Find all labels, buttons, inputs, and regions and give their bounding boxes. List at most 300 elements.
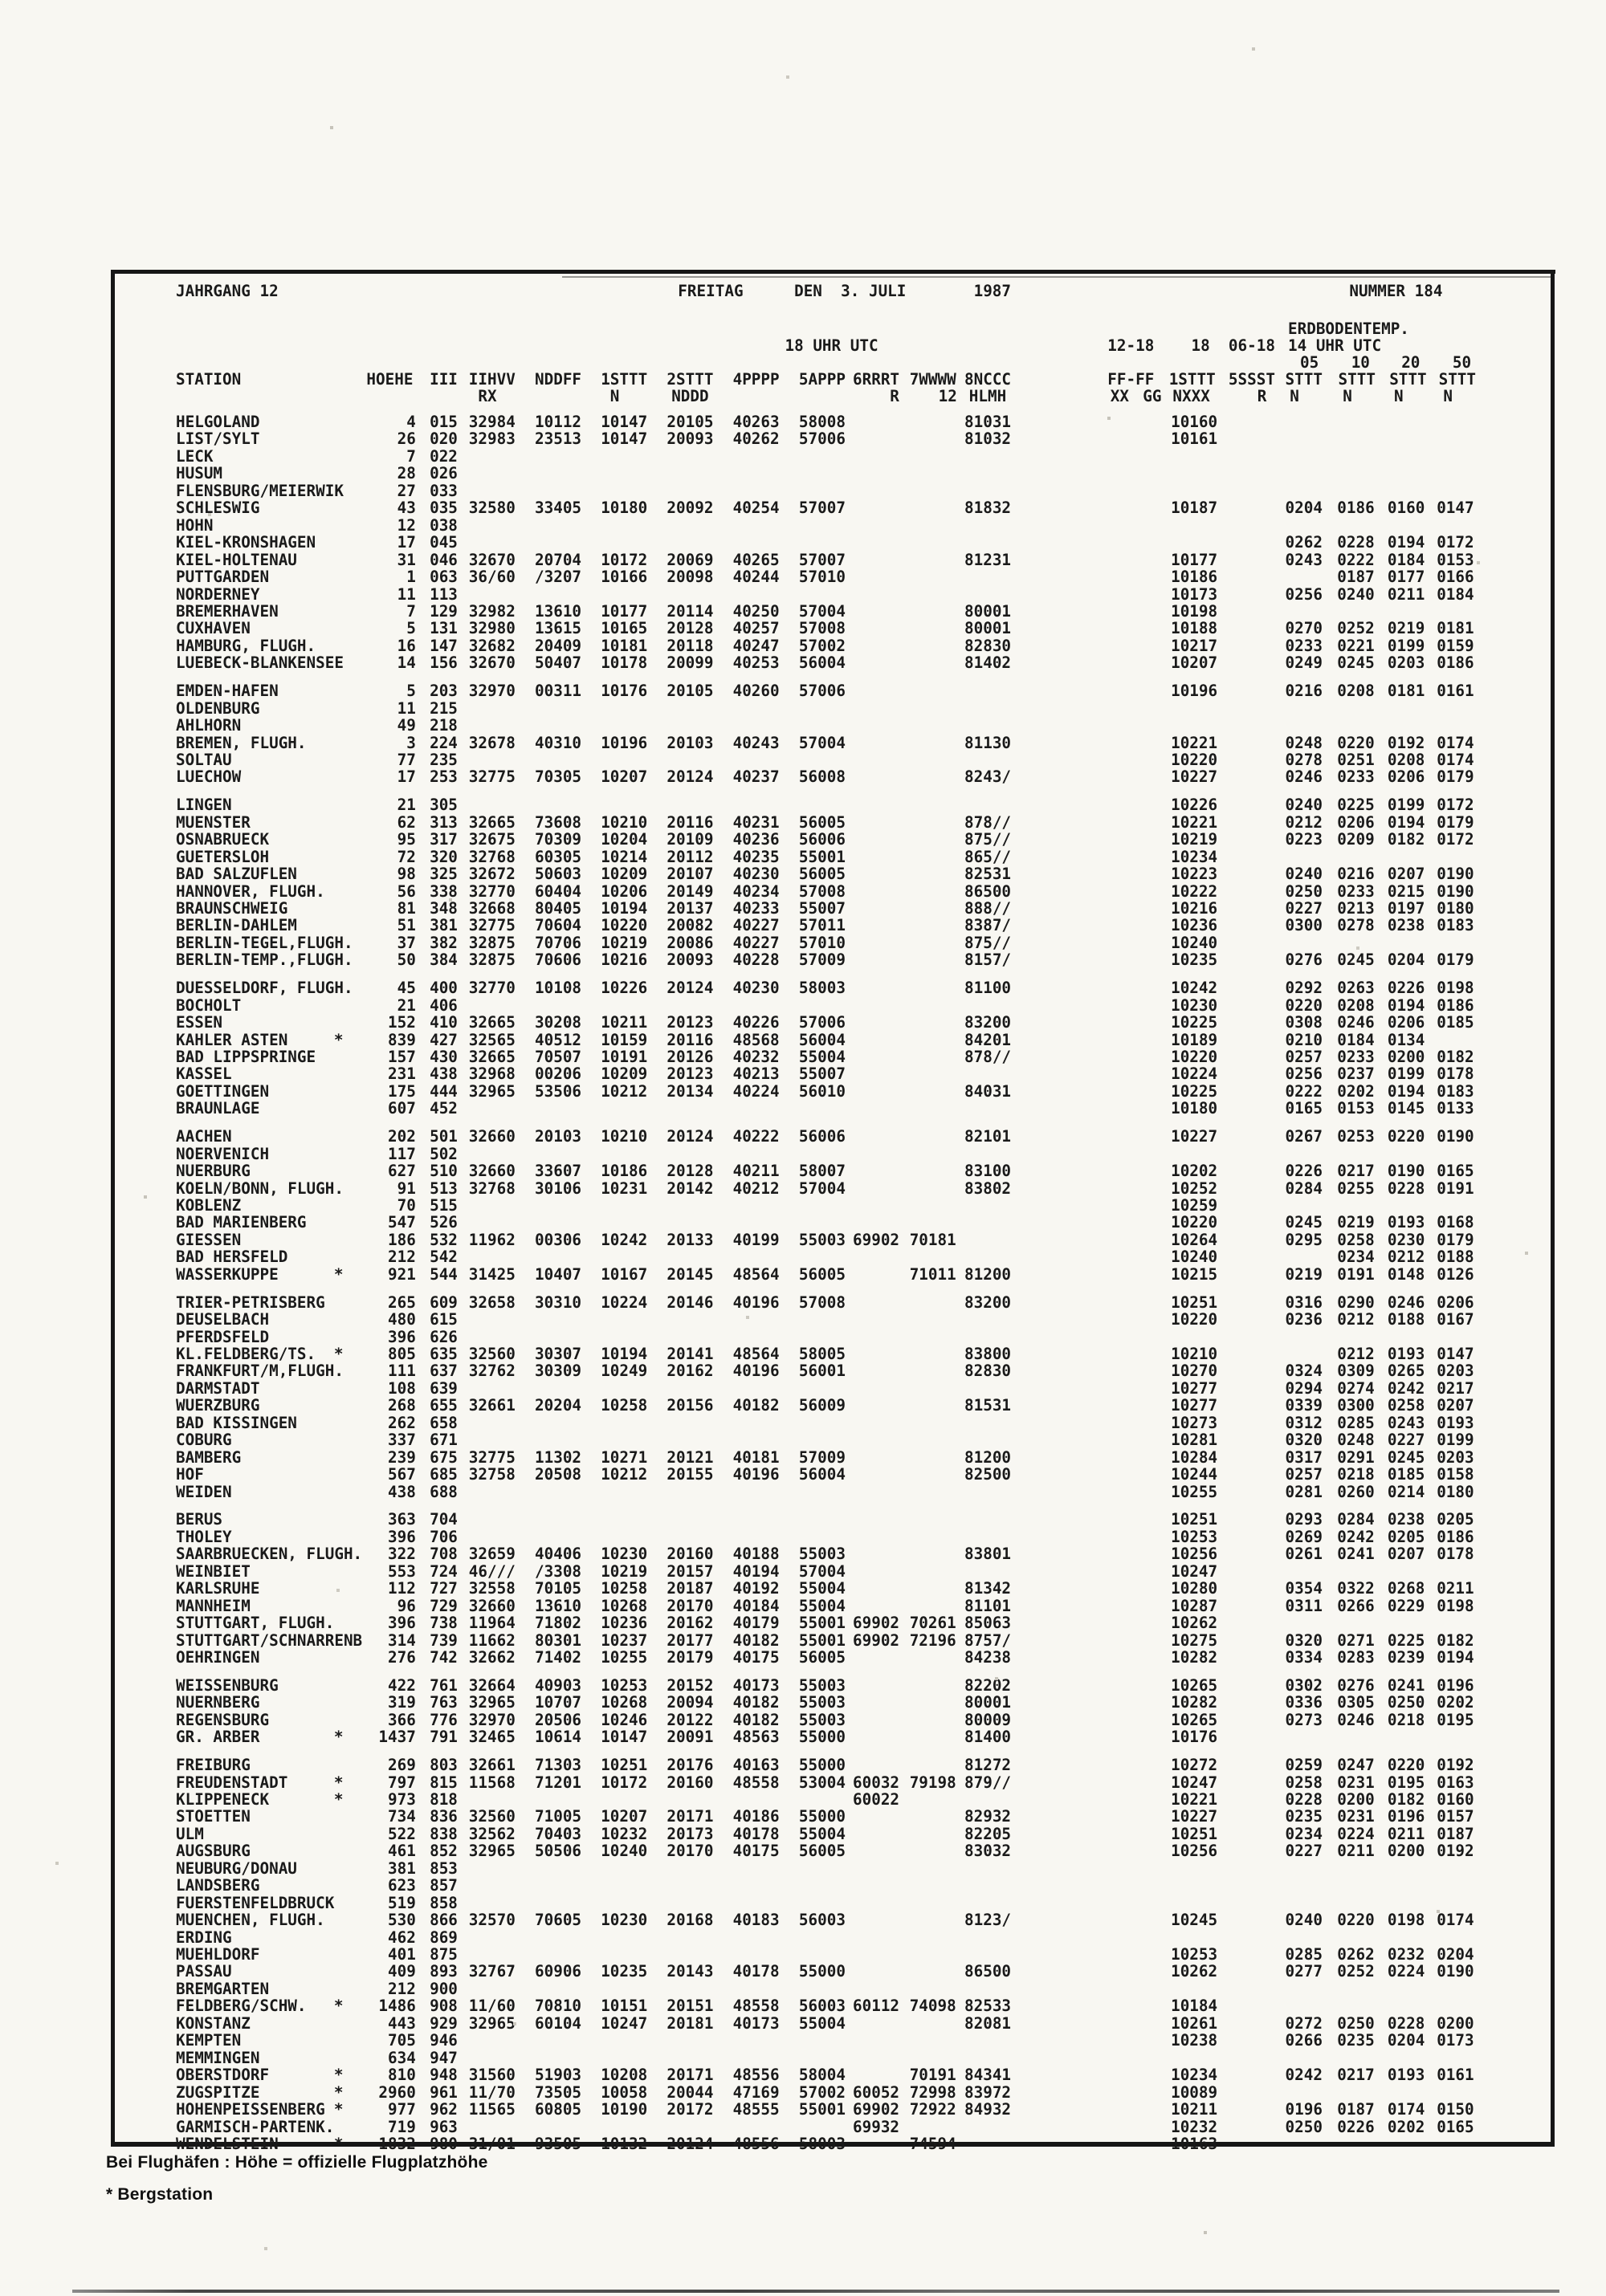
col-iihvv: 32670 [468,550,516,569]
col-t50: 0181 [1437,619,1474,638]
col-nddff: 30208 [535,1013,582,1032]
station-name: KAHLER ASTEN [176,1030,288,1049]
col-hoehe: 4 [406,413,416,431]
col-sttt2: 20171 [666,2066,714,2085]
col-sttt2: 20122 [666,1710,714,1729]
station-row [176,900,1589,918]
station-row [176,1860,1589,1878]
col-appp5: 55003 [798,1693,846,1712]
col-iii: 129 [430,601,458,621]
station-row [176,1048,1589,1066]
col-nddff: 70606 [535,951,582,970]
col-t50: 0179 [1437,1230,1474,1249]
masthead-jahrgang: JAHRGANG 12 [176,282,279,300]
col-nxxx: 10184 [1171,1997,1218,2016]
col-hoehe: 21 [397,995,416,1015]
col-nxxx: 10219 [1171,830,1218,849]
col-sttt2: 20098 [666,568,714,587]
col-appp5: 56008 [798,767,846,787]
col-t10: 0221 [1337,636,1375,655]
col-iihvv: 32665 [468,1013,516,1032]
col-t50: 0198 [1437,1596,1474,1615]
col-nddff: 70706 [535,933,582,952]
col-nxxx: 10275 [1171,1630,1218,1650]
col-hoehe: 810 [388,2066,416,2085]
col-appp5: 57006 [798,1013,846,1032]
col-sttt1: 10151 [601,1997,648,2016]
col-nxxx: 10224 [1171,1065,1218,1084]
col-appp5: 55004 [798,1824,846,1843]
col-nddff: 00206 [535,1065,582,1084]
col-pppp4: 48556 [732,2134,780,2153]
col-iii: 218 [430,716,458,735]
col-t50: 0190 [1437,881,1474,901]
col-iihvv: 32768 [468,847,516,866]
col-appp5: 58003 [798,2134,846,2153]
station-name: KARLSRUHE [176,1579,260,1598]
station-name: HAMBURG, FLUGH. [176,636,316,655]
col-t50: 0217 [1437,1378,1474,1398]
col-sttt1: 10147 [601,413,648,431]
station-name: KOELN/BONN, FLUGH. [176,1179,344,1198]
station-name: SAARBRUECKEN, FLUGH. [176,1545,363,1564]
col-t05: 0354 [1285,1579,1323,1598]
col-t05: 0300 [1285,916,1323,935]
col-t50: 0211 [1437,1579,1474,1598]
col-nxxx: 10255 [1171,1482,1218,1501]
col-t05: 0277 [1285,1962,1323,1981]
col-rrrt6: 69902 [853,2100,900,2119]
station-name: AACHEN [176,1127,232,1146]
col-nccc8: 875// [964,933,1012,952]
col-t10: 0208 [1337,995,1375,1015]
col-nddff: 80301 [535,1630,582,1650]
col-t20: 0211 [1387,584,1425,604]
col-appp5: 55001 [798,1614,846,1633]
station-row [176,1294,1589,1312]
col-iii: 113 [430,584,458,604]
col-t05: 0257 [1285,1047,1323,1066]
col-sttt2: 20123 [666,1013,714,1032]
col-sttt2: 20170 [666,1596,714,1615]
col-t05: 0227 [1285,898,1323,918]
col-nddff: 71005 [535,1807,582,1826]
col-iii: 803 [430,1756,458,1775]
col-t10: 0252 [1337,1962,1375,1981]
col-t20: 0199 [1387,1065,1425,1084]
col-t50: 0186 [1437,653,1474,673]
col-sttt2: 20116 [666,1030,714,1049]
col-nxxx: 10264 [1171,1230,1218,1249]
col-nxxx: 10253 [1171,1527,1218,1546]
station-name: PFERDSFELD [176,1327,270,1346]
station-row [176,1362,1589,1380]
col-t10: 0218 [1337,1465,1375,1484]
col-iii: 818 [430,1789,458,1809]
col-iii: 513 [430,1179,458,1198]
col-appp5: 55001 [798,2100,846,2119]
col-rrrt6: 60022 [853,1789,900,1809]
col-t05: 0243 [1285,550,1323,569]
col-hoehe: 7 [406,601,416,621]
col-nccc8: 888// [964,898,1012,918]
col-nxxx: 10211 [1171,2100,1218,2119]
col-nxxx: 10261 [1171,2013,1218,2033]
col-sttt2: 20152 [666,1675,714,1695]
header-erdbodentemp-row [176,320,1589,338]
col-nccc8: 83802 [964,1179,1012,1198]
col-wwww7: 71011 [909,1264,956,1284]
col-appp5: 56004 [798,1465,846,1484]
col-t05: 0336 [1285,1693,1323,1712]
col-nddff: 13610 [535,601,582,621]
col-pppp4: 40182 [732,1396,780,1415]
station-name: LECK [176,446,214,466]
col-t10: 0253 [1337,1127,1375,1146]
station-row [176,1083,1589,1101]
col-t20: 0177 [1387,568,1425,587]
col-nxxx: 10247 [1171,1561,1218,1581]
col-sttt1: 10216 [601,951,648,970]
col-appp5: 56004 [798,1030,846,1049]
col-nccc8: 82932 [964,1807,1012,1826]
col-nccc8: 80001 [964,601,1012,621]
col-t10: 0263 [1337,979,1375,998]
station-name: PUTTGARDEN [176,568,270,587]
col-t05: 0302 [1285,1675,1323,1695]
station-row [176,1014,1589,1032]
col-iihvv: 32970 [468,1710,516,1729]
col-hoehe: 21 [397,796,416,815]
col-pppp4: 40226 [732,1013,780,1032]
col-t10: 0212 [1337,1344,1375,1363]
col-sttt2: 20156 [666,1396,714,1415]
col-hoehe: 212 [388,1248,416,1267]
col-hoehe: 461 [388,1842,416,1861]
station-row [176,2084,1589,2102]
header-period-1: 18 [1191,336,1210,355]
col-pppp4: 48568 [732,1030,780,1049]
col-iihvv: 32665 [468,812,516,832]
col-nccc8: 82081 [964,2013,1012,2033]
scan-edge-line [72,2290,1559,2293]
col-pppp4: 48558 [732,1997,780,2016]
station-name: BAD LIPPSPRINGE [176,1047,316,1066]
station-row [176,917,1589,934]
col-nxxx: 10272 [1171,1756,1218,1775]
col-nxxx: 10251 [1171,1293,1218,1312]
col-t20: 0204 [1387,951,1425,970]
col-iihvv: 32762 [468,1362,516,1381]
col-nxxx: 10281 [1171,1431,1218,1450]
station-row [176,568,1589,586]
station-name: ULM [176,1824,204,1843]
station-name: TRIER-PETRISBERG [176,1293,325,1312]
col-sttt1: 10212 [601,1081,648,1101]
col-pppp4: 40175 [732,1648,780,1667]
col-t05: 0339 [1285,1396,1323,1415]
col-nxxx: 10227 [1171,1807,1218,1826]
col-nccc8: 81342 [964,1579,1012,1598]
station-name: BREMERHAVEN [176,601,279,621]
col-nxxx: 10186 [1171,568,1218,587]
col-rrrt6: 69902 [853,1630,900,1650]
col-hoehe: 265 [388,1293,416,1312]
scan-noise [0,0,2,2]
col-t10: 0290 [1337,1293,1375,1312]
bergstation-marker: * [333,1728,344,1747]
col-nddff: 10108 [535,979,582,998]
col-t50: 0186 [1437,995,1474,1015]
col-nxxx: 10280 [1171,1579,1218,1598]
col-iii: 900 [430,1979,458,1998]
col-nddff: 71201 [535,1773,582,1792]
station-name: LIST/SYLT [176,429,260,449]
col-sttt2: 20155 [666,1465,714,1484]
col-sttt1: 10180 [601,499,648,518]
station-name: ERDING [176,1928,232,1947]
station-name: BERLIN-DAHLEM [176,916,297,935]
col-nxxx: 10223 [1171,865,1218,884]
col-t10: 0216 [1337,865,1375,884]
col-sttt2: 20082 [666,916,714,935]
col-nccc8: 82531 [964,865,1012,884]
col-nddff: 10707 [535,1693,582,1712]
col-t20: 0228 [1387,1179,1425,1198]
col-iihvv: 32965 [468,1081,516,1101]
col-iihvv: 32775 [468,916,516,935]
col-nddff: 70605 [535,1911,582,1930]
col-nccc8: 81101 [964,1596,1012,1615]
col-t10: 0247 [1337,1756,1375,1775]
col-appp5: 56003 [798,1911,846,1930]
col-iii: 253 [430,767,458,787]
col-t20: 0160 [1387,499,1425,518]
col-nddff: 10407 [535,1264,582,1284]
col-pppp4: 40262 [732,429,780,449]
col-sttt2: 20116 [666,812,714,832]
header-subcol-0: RX [478,387,497,405]
col-hoehe: 1 [406,568,416,587]
header-subcol-right-1: GG [1143,387,1162,405]
col-t10: 0255 [1337,1179,1375,1198]
header-depth-50: 50 [1452,353,1472,372]
col-pppp4: 40181 [732,1447,780,1467]
col-nxxx: 10216 [1171,898,1218,918]
col-t50: 0150 [1437,2100,1474,2119]
col-t05: 0312 [1285,1413,1323,1432]
col-t10: 0222 [1337,550,1375,569]
col-sttt1: 10165 [601,619,648,638]
col-pppp4: 40182 [732,1710,780,1729]
col-sttt2: 20151 [666,1997,714,2016]
col-nxxx: 10230 [1171,995,1218,1015]
col-nccc8: 83032 [964,1842,1012,1861]
station-row [176,552,1589,569]
station-name: MANNHEIM [176,1596,251,1615]
col-iii: 857 [430,1876,458,1895]
col-sttt1: 10190 [601,2100,648,2119]
col-t50: 0166 [1437,568,1474,587]
col-t05: 0293 [1285,1510,1323,1529]
col-nxxx: 10259 [1171,1195,1218,1215]
station-row [176,620,1589,637]
col-nxxx: 10282 [1171,1648,1218,1667]
bergstation-marker: * [333,1344,344,1363]
col-appp5: 55007 [798,1065,846,1084]
header-subcol-right-2: NXXX [1172,387,1210,405]
station-row [176,1266,1589,1284]
col-hoehe: 157 [388,1047,416,1066]
col-iii: 729 [430,1596,458,1615]
col-hoehe: 3 [406,733,416,752]
col-t50: 0190 [1437,1962,1474,1981]
col-nxxx: 10173 [1171,584,1218,604]
col-sttt1: 10194 [601,898,648,918]
col-nxxx: 10220 [1171,750,1218,769]
col-t05: 0227 [1285,1842,1323,1861]
col-t50: 0194 [1437,1648,1474,1667]
col-appp5: 58005 [798,1344,846,1363]
col-sttt1: 10209 [601,865,648,884]
col-appp5: 58004 [798,2066,846,2085]
col-t50: 0192 [1437,1842,1474,1861]
col-sttt2: 20093 [666,429,714,449]
station-name: LUEBECK-BLANKENSEE [176,653,344,673]
col-t20: 0192 [1387,733,1425,752]
col-iii: 675 [430,1447,458,1467]
col-iii: 852 [430,1842,458,1861]
col-t20: 0241 [1387,1675,1425,1695]
col-t05: 0294 [1285,1378,1323,1398]
station-name: NEUBURG/DONAU [176,1858,297,1878]
station-row [176,482,1589,500]
col-t20: 0194 [1387,1081,1425,1101]
station-row [176,1694,1589,1712]
col-nddff: 30309 [535,1362,582,1381]
col-sttt1: 10268 [601,1596,648,1615]
col-t10: 0276 [1337,1675,1375,1695]
col-t10: 0213 [1337,898,1375,918]
col-sttt1: 10255 [601,1648,648,1667]
col-t10: 0283 [1337,1648,1375,1667]
col-iihvv: 32664 [468,1675,516,1695]
col-t20: 0206 [1387,767,1425,787]
col-hoehe: 28 [397,464,416,483]
col-t50: 0206 [1437,1293,1474,1312]
col-iii: 776 [430,1710,458,1729]
col-sttt2: 20172 [666,2100,714,2119]
col-t05: 0222 [1285,1081,1323,1101]
col-t10: 0274 [1337,1378,1375,1398]
col-hoehe: 26 [397,429,416,449]
col-nccc8: 83800 [964,1344,1012,1363]
col-sttt2: 20187 [666,1579,714,1598]
station-row [176,1214,1589,1231]
station-name: WEINBIET [176,1561,251,1581]
col-hoehe: 112 [388,1579,416,1598]
col-t05: 0261 [1285,1545,1323,1564]
col-t20: 0193 [1387,1344,1425,1363]
col-appp5: 55004 [798,2013,846,2033]
col-appp5: 57007 [798,550,846,569]
header-erdbodentemp: ERDBODENTEMP. [1288,320,1409,338]
header-subcol-5: HLMH [968,387,1007,405]
col-pppp4: 40260 [732,682,780,701]
col-hoehe: 547 [388,1213,416,1232]
station-row [176,1329,1589,1346]
col-sttt1: 10147 [601,1728,648,1747]
col-sttt1: 10230 [601,1545,648,1564]
col-rrrt6: 69902 [853,1614,900,1633]
col-hoehe: 17 [397,767,416,787]
col-nddff: 80405 [535,898,582,918]
col-pppp4: 40232 [732,1047,780,1066]
station-row [176,1877,1589,1895]
col-nxxx: 10221 [1171,812,1218,832]
col-iii: 739 [430,1630,458,1650]
station-row [176,1791,1589,1809]
col-iihvv: 32775 [468,1447,516,1467]
col-wwww7: 70261 [909,1614,956,1633]
station-row [176,1100,1589,1117]
header-col-right-5: STTT [1389,370,1427,389]
col-sttt1: 10177 [601,601,648,621]
col-t20: 0148 [1387,1264,1425,1284]
col-appp5: 57010 [798,933,846,952]
col-t50: 0182 [1437,1047,1474,1066]
col-nddff: 40406 [535,1545,582,1564]
col-t20: 0194 [1387,995,1425,1015]
col-nxxx: 10234 [1171,2066,1218,2085]
station-row [176,1415,1589,1432]
col-nccc8: 84238 [964,1648,1012,1667]
station-name: BREMGARTEN [176,1979,270,1998]
col-pppp4: 48563 [732,1728,780,1747]
col-nxxx: 10251 [1171,1824,1218,1843]
station-name: MEMMINGEN [176,2048,260,2067]
header-col-hoehe: HOEHE [366,370,414,389]
col-nxxx: 10177 [1171,550,1218,569]
station-row [176,934,1589,952]
station-name: FRANKFURT/M,FLUGH. [176,1362,344,1381]
station-name: NOERVENICH [176,1144,270,1163]
col-t20: 0224 [1387,1962,1425,1981]
station-row [176,1728,1589,1746]
col-t05: 0240 [1285,796,1323,815]
masthead-date: DEN 3. JULI [794,282,907,300]
col-nddff: 60805 [535,2100,582,2119]
station-name: OBERSTDORF [176,2066,270,2085]
station-name: FUERSTENFELDBRUCK [176,1893,335,1912]
col-hoehe: 17 [397,533,416,552]
col-sttt1: 10247 [601,2013,648,2033]
col-t05: 0258 [1285,1773,1323,1792]
col-hoehe: 91 [397,1179,416,1198]
station-name: HELGOLAND [176,413,260,431]
station-row [176,1197,1589,1215]
header-col-2sttt: 2STTT [666,370,714,389]
col-nddff: 10112 [535,413,582,431]
station-row [176,1826,1589,1843]
col-t20: 0181 [1387,682,1425,701]
col-nxxx: 10245 [1171,1911,1218,1930]
col-hoehe: 366 [388,1710,416,1729]
station-name: GARMISCH-PARTENK. [176,2117,335,2136]
col-t20: 0206 [1387,1013,1425,1032]
col-appp5: 56001 [798,1362,846,1381]
col-sttt2: 20105 [666,682,714,701]
